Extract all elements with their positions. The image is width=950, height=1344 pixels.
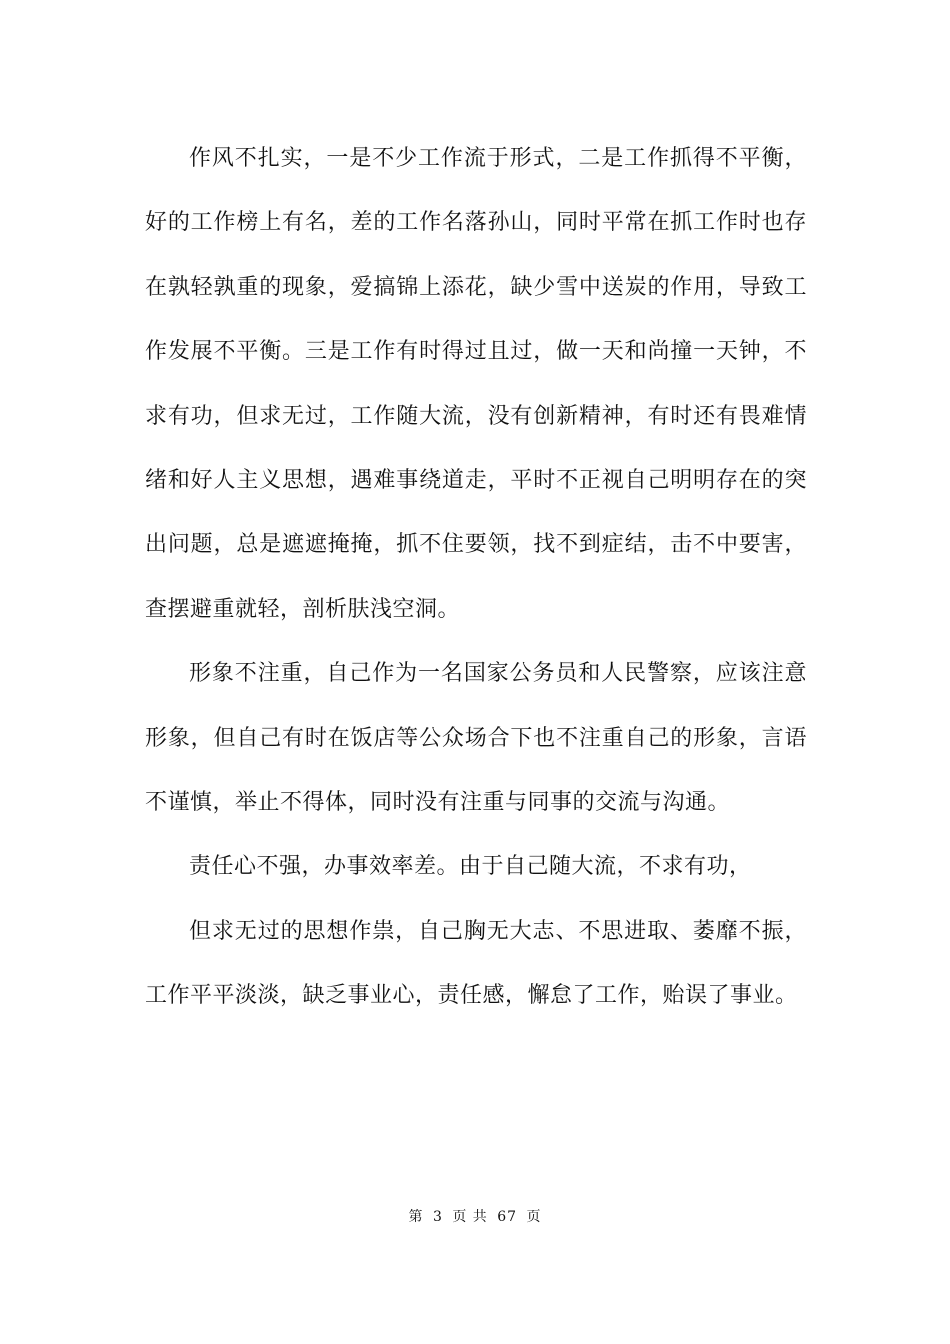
footer-total-pages: 67 — [497, 1209, 518, 1225]
document-body — [145, 127, 807, 1029]
footer-prefix: 第 — [408, 1209, 424, 1225]
paragraph-responsibility: 责任心不强，办事效率差。由于自己随大流，不求有功， — [189, 854, 752, 880]
page-footer — [0, 1206, 950, 1226]
paragraph-image: 形象不注重，自己作为一名国家公务员和人民警察，应该注意形象，但自己有时在饭店等公众场合下也不注重自己的形象，言语不谨慎，举止不得体，同时没有注重与同事的交流与沟通。 — [145, 661, 807, 816]
footer-middle: 页 共 — [452, 1209, 488, 1225]
paragraph-work-style: 作风不扎实，一是不少工作流于形式，二是工作抓得不平衡，好的工作榜上有名，差的工作名落孙山，同时平常在抓工作时也存在孰轻孰重的现象，爱搞锦上添花，缺少雪中送炭的作用，导致工作发展不平衡。三是工作有时得过且过，做一天和尚撞一天钟，不求有功，但求无过，工作随大流，没有创新精神，有时还有畏难情绪和好人主义思想，遇难事绕道走，平时不正视自己明明存在的突出问题，总是遮遮掩掩，抓不住要领，找不到症结，击不中要害，查摆避重就轻，剖析肤浅空洞。 — [145, 146, 807, 622]
footer-suffix: 页 — [526, 1209, 542, 1225]
paragraph-responsibility-continued: 但求无过的思想作祟，自己胸无大志、不思进取、萎靡不振，工作平平淡淡，缺乏事业心，责任感，懈怠了工作，贻误了事业。 — [145, 918, 807, 1009]
footer-current-page: 3 — [432, 1209, 443, 1225]
